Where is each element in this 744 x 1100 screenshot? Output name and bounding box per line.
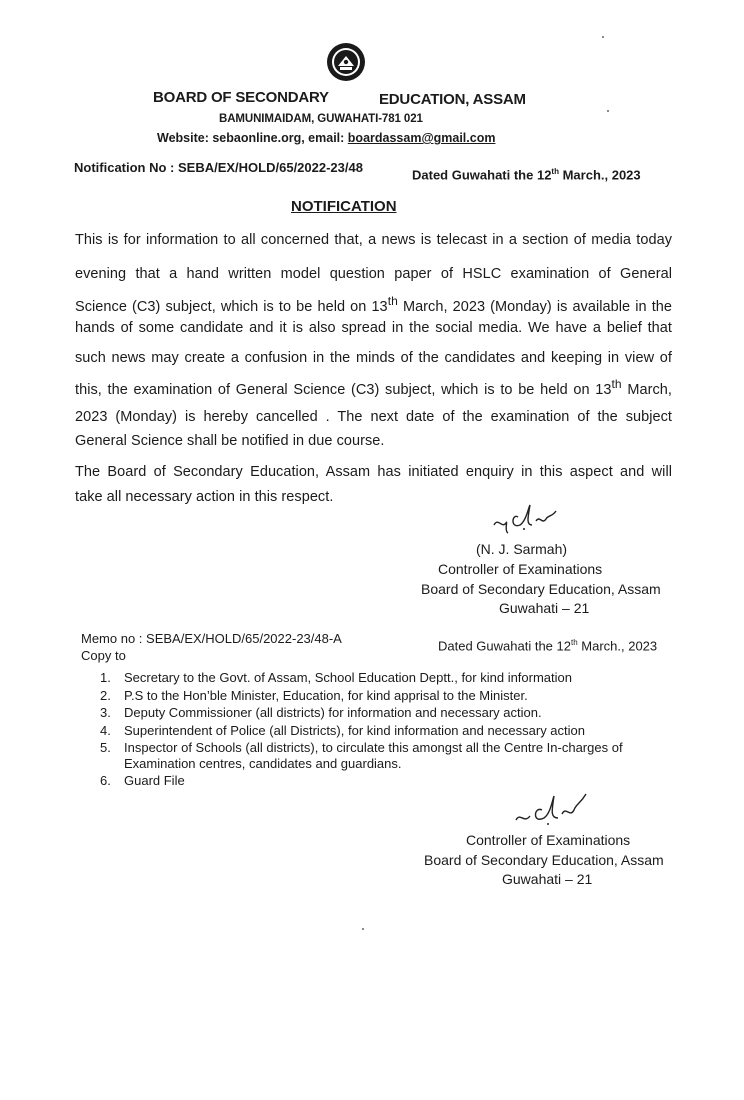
list-item-number: 2. [100, 687, 111, 703]
body-line [75, 294, 672, 315]
page-title: NOTIFICATION [291, 198, 397, 215]
notification-date-sup: th [551, 167, 559, 176]
body-line-part: March, [621, 381, 672, 398]
list-item-number: 5. [100, 740, 111, 755]
list-item-text: Secretary to the Govt. of Assam, School Education Deptt., for kind information [124, 670, 572, 685]
list-item-text: P.S to the Hon’ble Minister, Education, for kind apprisal to the Minister. [124, 687, 528, 703]
signatory-designation: Controller of Examinations [466, 832, 631, 848]
board-name-left: BOARD OF SECONDARY [153, 89, 329, 106]
board-name-right: EDUCATION, ASSAM [379, 91, 526, 108]
list-item-number: 3. [100, 705, 111, 720]
signatory-designation: Controller of Examinations [438, 561, 603, 577]
body-line: This is for information to all concerned that, a news is telecast in a section of media today [75, 232, 672, 248]
scan-speck [602, 36, 604, 38]
memo-date-suffix: March., 2023 [577, 638, 658, 654]
copy-to-list [100, 670, 670, 791]
email-link[interactable]: boardassam@gmail.com [347, 131, 496, 145]
list-item-text: Guard File [124, 773, 185, 788]
list-item [100, 705, 670, 721]
list-item-number: 4. [100, 722, 111, 738]
signature-icon [490, 495, 560, 537]
body-line: General Science shall be notified in due course. [75, 433, 385, 449]
list-item-text: Superintendent of Police (all Districts), for kind information and necessary action [124, 722, 585, 738]
body-line: 2023 (Monday) is hereby cancelled . The next date of the examination of the subject [75, 409, 672, 425]
notification-date-prefix: Dated Guwahati the 12 [412, 167, 552, 183]
body-line-part: March, 2023 (Monday) is available in the [397, 298, 672, 315]
signatory-name: (N. J. Sarmah) [476, 541, 568, 557]
memo-date-sup: th [570, 638, 578, 647]
list-item-number: 1. [100, 670, 111, 685]
signatory-org: Board of Secondary Education, Assam [421, 581, 661, 597]
list-item [100, 688, 670, 704]
list-item-number: 6. [100, 773, 111, 788]
signatory-org: Board of Secondary Education, Assam [424, 852, 664, 868]
body-line: The Board of Secondary Education, Assam has initiated enquiry in this aspect and will [75, 464, 672, 480]
seba-emblem-icon [326, 42, 366, 82]
scan-speck [607, 110, 609, 112]
signatory-place: Guwahati – 21 [502, 871, 593, 887]
signature-icon [510, 786, 590, 832]
memo-date [438, 638, 657, 653]
body-line-part: Science (C3) subject, which is to be held on 13 [75, 298, 388, 315]
notification-date-suffix: March., 2023 [558, 167, 641, 183]
scan-speck [362, 928, 364, 930]
list-item-text: Inspector of Schools (all districts), to circulate this amongst all the Centre In-charges of Examination centres, candidates and guardians. [124, 740, 623, 771]
list-item [100, 670, 670, 686]
body-line-part: this, the examination of General Science (C3) subject, which is to be held on 13 [75, 381, 612, 398]
body-line: take all necessary action in this respect. [75, 489, 334, 505]
memo-date-prefix: Dated Guwahati the 12 [438, 638, 571, 654]
list-item-text: Deputy Commissioner (all districts) for information and necessary action. [124, 705, 542, 720]
contact-line [157, 131, 495, 145]
body-line: hands of some candidate and it is also spread in the social media. We have a belief that [75, 320, 672, 336]
body-line: evening that a hand written model question paper of HSLC examination of General [75, 266, 672, 282]
website-text: Website: sebaonline.org, email: [157, 131, 348, 145]
body-line: such news may create a confusion in the minds of the candidates and keeping in view of [75, 350, 672, 366]
body-line [75, 377, 672, 398]
board-address: BAMUNIMAIDAM, GUWAHATI-781 021 [219, 113, 423, 125]
body-sup: th [387, 294, 398, 308]
memo-number: Memo no : SEBA/EX/HOLD/65/2022-23/48-A [81, 631, 342, 646]
list-item [100, 723, 670, 739]
copy-to-label: Copy to [81, 648, 126, 663]
signatory-place: Guwahati – 21 [499, 600, 590, 616]
list-item [100, 740, 670, 771]
body-sup: th [611, 377, 622, 391]
notification-number: Notification No : SEBA/EX/HOLD/65/2022-23/48 [74, 160, 363, 175]
notification-date [412, 167, 641, 182]
